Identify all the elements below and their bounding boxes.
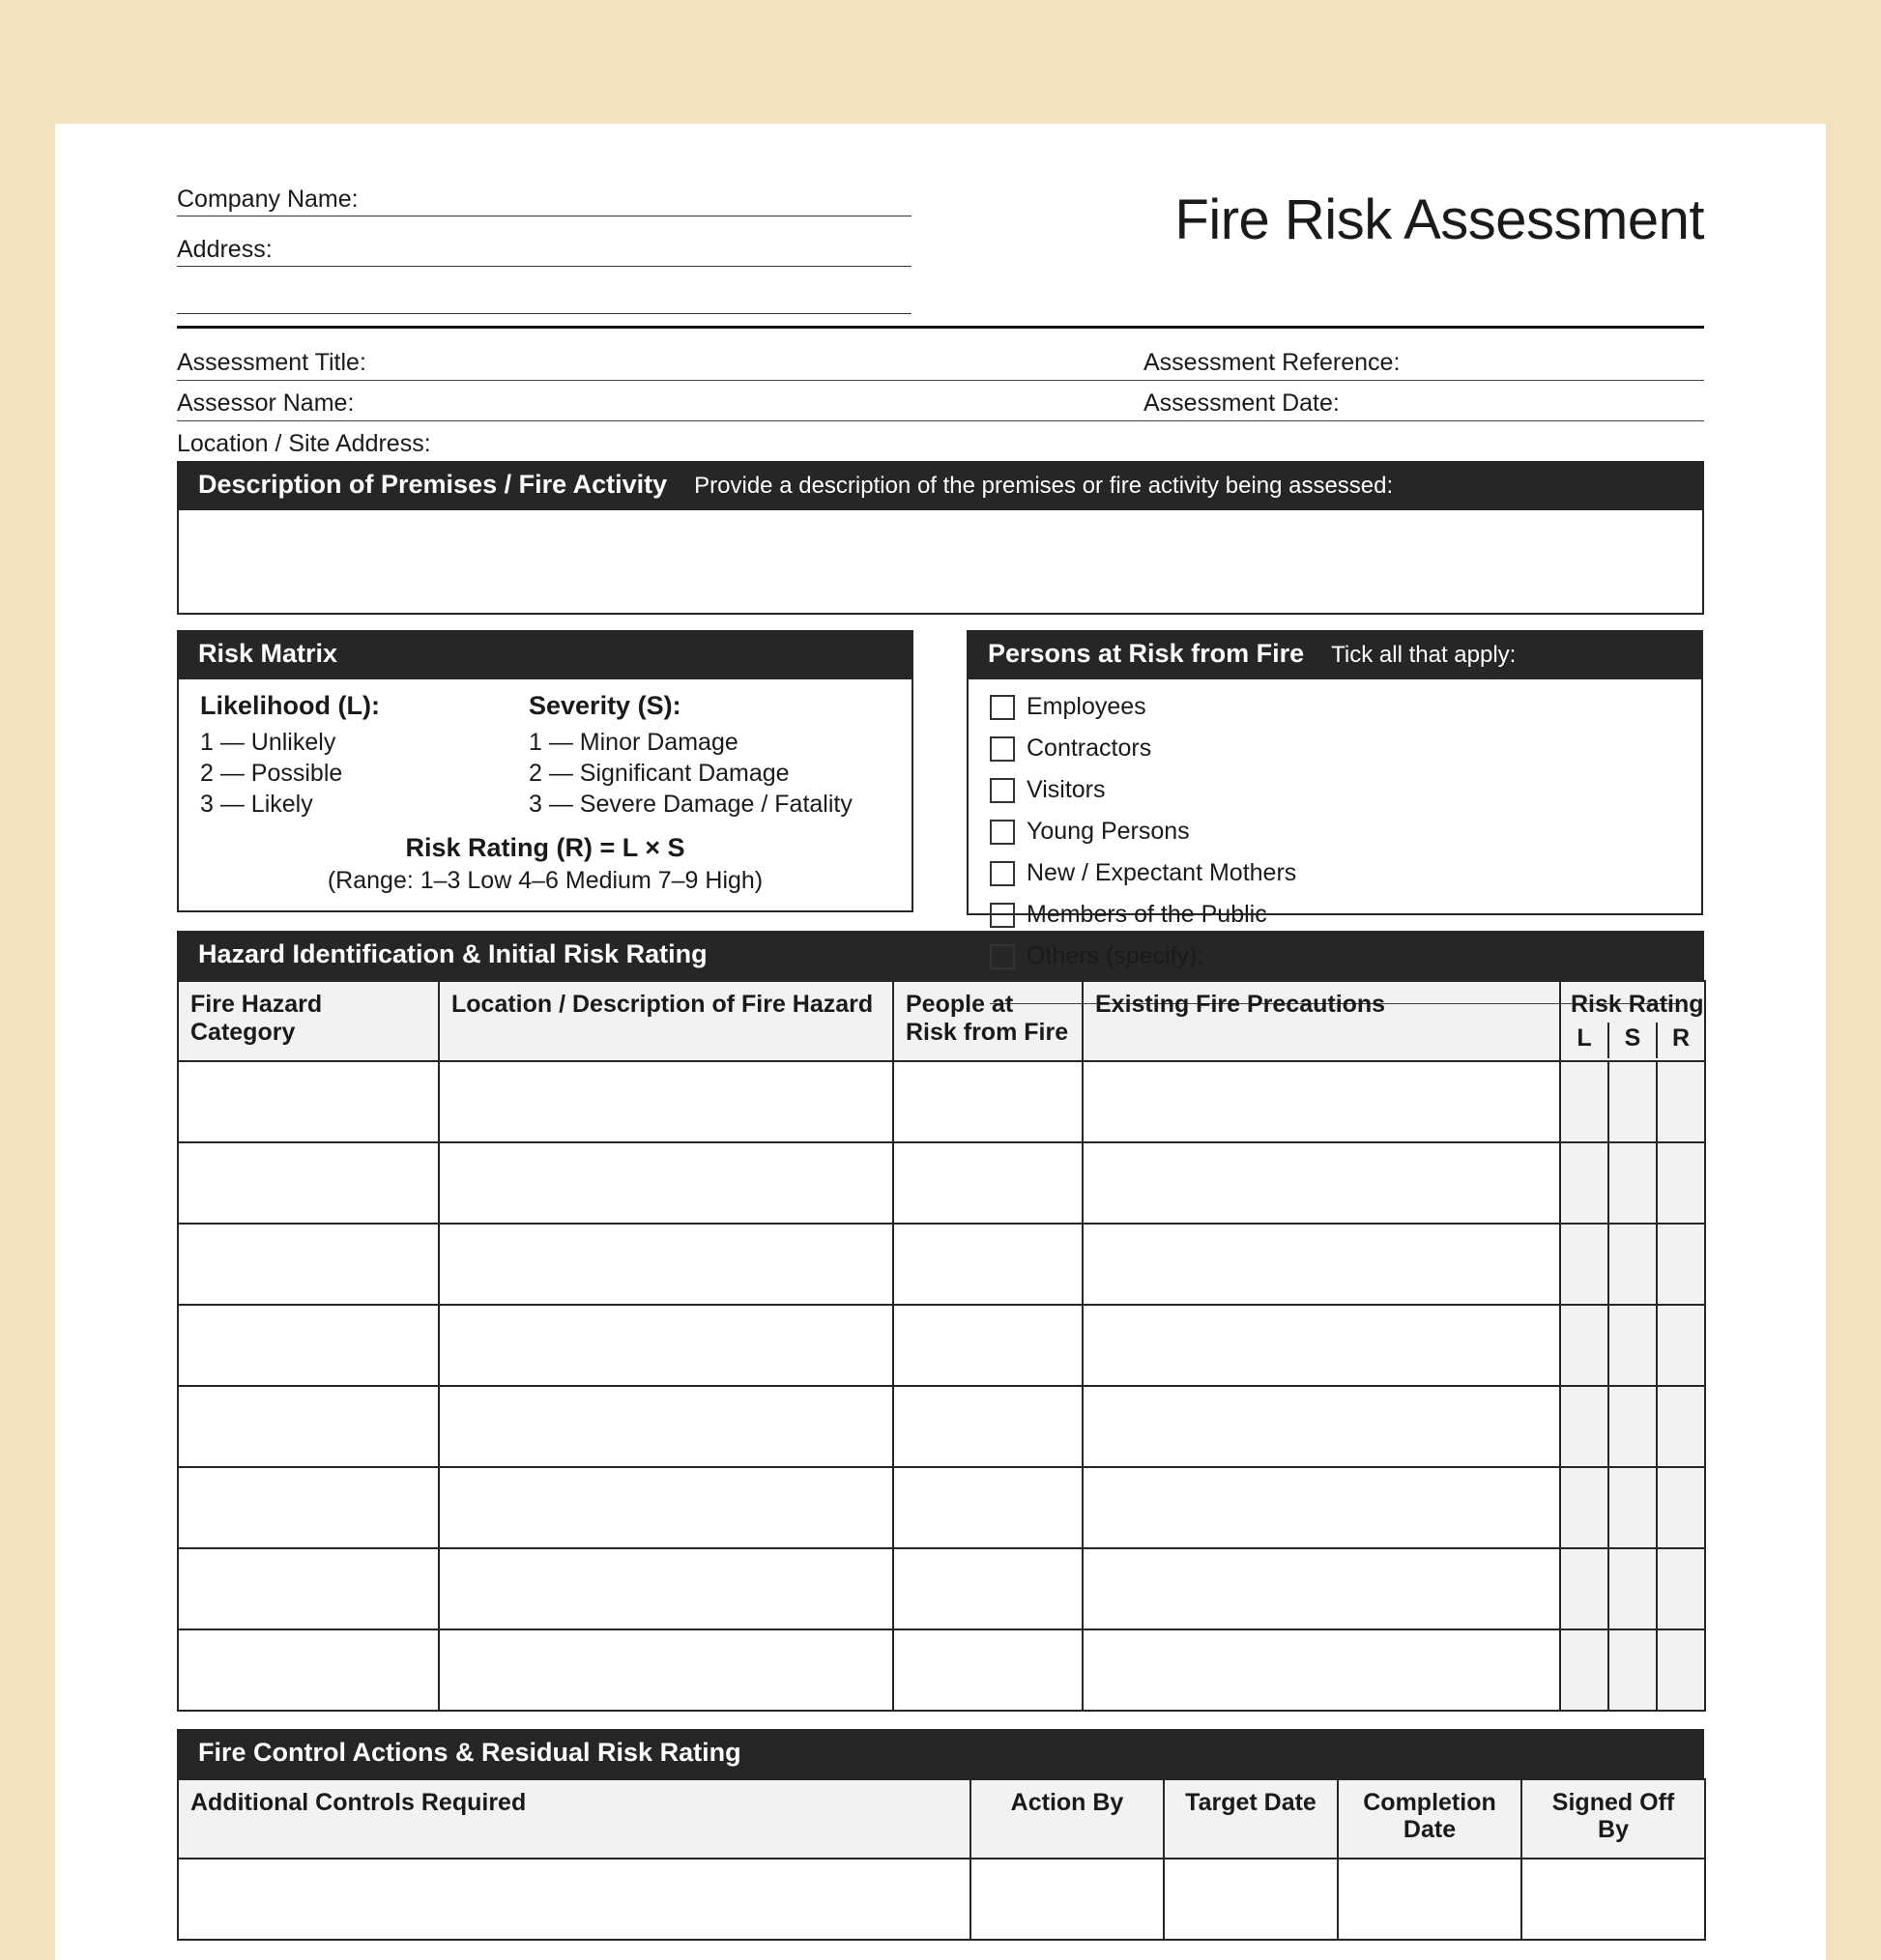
location-field[interactable] — [177, 421, 1704, 461]
description-section-title: Description of Premises / Fire Activity — [198, 470, 668, 499]
severity-item-3: 3 — Severe Damage / Fatality — [529, 791, 853, 818]
cell-risk-rating[interactable] — [1560, 1061, 1705, 1142]
description-textarea[interactable] — [177, 510, 1704, 615]
risk-rating-sub-s: S — [1607, 1023, 1656, 1058]
actions-table-header — [177, 1729, 1704, 1778]
checkbox-others[interactable] — [990, 942, 1680, 970]
checkbox-label: Visitors — [1027, 776, 1106, 803]
cell-location[interactable] — [439, 1467, 893, 1548]
cell-category[interactable] — [178, 1305, 439, 1386]
severity-item-2: 2 — Significant Damage — [529, 760, 790, 787]
location-label: Location / Site Address: — [177, 430, 431, 457]
cell-s[interactable] — [1607, 1225, 1656, 1304]
cell-l[interactable] — [1561, 1225, 1607, 1304]
cell-r[interactable] — [1656, 1143, 1704, 1223]
actions-table — [177, 1778, 1706, 1942]
cell-r[interactable] — [1656, 1387, 1704, 1466]
hazard-table-section — [177, 931, 1704, 1712]
cell-people-at-risk[interactable] — [893, 1548, 1083, 1629]
checkbox-members-of-the-public[interactable] — [990, 901, 1309, 929]
cell-l[interactable] — [1561, 1062, 1607, 1141]
cell-category[interactable] — [178, 1548, 439, 1629]
cell-precautions[interactable] — [1083, 1061, 1560, 1142]
table-row[interactable] — [178, 1061, 1705, 1142]
risk-matrix-title: Risk Matrix — [198, 639, 338, 668]
cell-precautions[interactable] — [1083, 1142, 1560, 1224]
cell-r[interactable] — [1656, 1062, 1704, 1141]
cell-risk-rating[interactable] — [1560, 1142, 1705, 1224]
cell-precautions[interactable] — [1083, 1305, 1560, 1386]
cell-location[interactable] — [439, 1548, 893, 1629]
cell-l[interactable] — [1561, 1306, 1607, 1385]
actions-col-target-date: Target Date — [1164, 1779, 1338, 1859]
assessment-reference-field[interactable] — [1143, 340, 1704, 381]
cell-location[interactable] — [439, 1142, 893, 1224]
cell-l[interactable] — [1561, 1143, 1607, 1223]
cell-l[interactable] — [1561, 1630, 1607, 1710]
risk-matrix-body — [177, 679, 913, 912]
cell-completion-date[interactable] — [1338, 1859, 1521, 1940]
checkbox-label: Contractors — [1027, 735, 1152, 762]
risk-matrix-header — [177, 630, 913, 679]
table-row[interactable] — [178, 1629, 1705, 1711]
checkbox-label: Others (specify): — [1027, 942, 1204, 969]
description-section-header — [177, 461, 1704, 510]
likelihood-item-1: 1 — Unlikely — [200, 729, 336, 756]
cell-location[interactable] — [439, 1386, 893, 1467]
hazard-col-people-at-risk: People at Risk from Fire — [893, 981, 1083, 1061]
hazard-table-body — [178, 1061, 1705, 1711]
table-row[interactable] — [178, 1859, 1705, 1940]
table-row[interactable] — [178, 1224, 1705, 1305]
cell-category[interactable] — [178, 1224, 439, 1305]
actions-col-signed-off-by: Signed Off By — [1521, 1779, 1705, 1859]
risk-rating-label: Risk Rating — [1571, 991, 1704, 1018]
document-page — [55, 124, 1826, 1960]
actions-col-completion-date: Completion Date — [1338, 1779, 1521, 1859]
cell-risk-rating[interactable] — [1560, 1467, 1705, 1548]
checkbox-label: Young Persons — [1027, 818, 1190, 845]
checkbox-icon[interactable] — [990, 736, 1015, 762]
actions-col-action-by: Action By — [970, 1779, 1164, 1859]
cell-location[interactable] — [439, 1629, 893, 1711]
hazard-col-existing-precautions: Existing Fire Precautions — [1083, 981, 1560, 1061]
cell-people-at-risk[interactable] — [893, 1061, 1083, 1142]
table-row[interactable] — [178, 1305, 1705, 1386]
cell-signed-off-by[interactable] — [1521, 1859, 1705, 1940]
table-row[interactable] — [178, 1142, 1705, 1224]
cell-risk-rating[interactable] — [1560, 1629, 1705, 1711]
cell-s[interactable] — [1607, 1549, 1656, 1629]
cell-action-by[interactable] — [970, 1859, 1164, 1940]
likelihood-item-3: 3 — Likely — [200, 791, 313, 818]
persons-at-risk-header — [967, 630, 1703, 679]
assessment-meta — [177, 340, 1704, 461]
cell-people-at-risk[interactable] — [893, 1629, 1083, 1711]
cell-controls[interactable] — [178, 1859, 970, 1940]
cell-target-date[interactable] — [1164, 1859, 1338, 1940]
checkbox-label: Employees — [1027, 693, 1146, 720]
cell-precautions[interactable] — [1083, 1467, 1560, 1548]
cell-l[interactable] — [1561, 1387, 1607, 1466]
checkbox-contractors[interactable] — [990, 735, 1309, 763]
cell-r[interactable] — [1656, 1306, 1704, 1385]
header-divider — [177, 326, 1704, 329]
likelihood-heading: Likelihood (L): — [200, 691, 380, 720]
cell-people-at-risk[interactable] — [893, 1142, 1083, 1224]
cell-category[interactable] — [178, 1061, 439, 1142]
cell-people-at-risk[interactable] — [893, 1224, 1083, 1305]
cell-category[interactable] — [178, 1629, 439, 1711]
table-row[interactable] — [178, 1548, 1705, 1629]
checkbox-icon[interactable] — [990, 944, 1015, 969]
cell-people-at-risk[interactable] — [893, 1467, 1083, 1548]
cell-l[interactable] — [1561, 1549, 1607, 1629]
cell-category[interactable] — [178, 1142, 439, 1224]
address-field[interactable] — [177, 232, 912, 267]
persons-at-risk-title: Persons at Risk from Fire — [988, 639, 1305, 668]
cell-category[interactable] — [178, 1386, 439, 1467]
risk-rating-range: (Range: 1–3 Low 4–6 Medium 7–9 High) — [327, 867, 764, 894]
description-section-subtitle: Provide a description of the premises or fire activity being assessed: — [694, 473, 1394, 499]
risk-rating-formula: Risk Rating (R) = L × S — [405, 833, 685, 862]
assessor-name-label: Assessor Name: — [177, 389, 355, 417]
hazard-table-header-row — [178, 981, 1705, 1061]
cell-location[interactable] — [439, 1224, 893, 1305]
cell-r[interactable] — [1656, 1225, 1704, 1304]
cell-r[interactable] — [1656, 1468, 1704, 1547]
actions-table-header-row — [178, 1779, 1705, 1859]
actions-table-body — [178, 1859, 1705, 1940]
cell-location[interactable] — [439, 1061, 893, 1142]
cell-precautions[interactable] — [1083, 1224, 1560, 1305]
cell-location[interactable] — [439, 1305, 893, 1386]
page-title: Fire Risk Assessment — [1174, 188, 1704, 251]
checkbox-new-expectant-mothers[interactable] — [990, 859, 1362, 887]
checkbox-icon[interactable] — [990, 778, 1015, 803]
table-row[interactable] — [178, 1467, 1705, 1548]
document-header — [177, 174, 1704, 320]
cell-risk-rating[interactable] — [1560, 1548, 1705, 1629]
cell-s[interactable] — [1607, 1062, 1656, 1141]
checkbox-young-persons[interactable] — [990, 818, 1309, 846]
cell-people-at-risk[interactable] — [893, 1386, 1083, 1467]
description-section — [177, 461, 1704, 615]
table-row[interactable] — [178, 1386, 1705, 1467]
cell-s[interactable] — [1607, 1630, 1656, 1710]
checkbox-icon[interactable] — [990, 695, 1015, 720]
cell-s[interactable] — [1607, 1306, 1656, 1385]
risk-rating-sub-r: R — [1656, 1023, 1704, 1058]
hazard-table-title: Hazard Identification & Initial Risk Rating — [198, 939, 708, 968]
cell-s[interactable] — [1607, 1143, 1656, 1223]
checkbox-icon[interactable] — [990, 903, 1015, 928]
cell-category[interactable] — [178, 1467, 439, 1548]
checkbox-employees[interactable] — [990, 693, 1362, 721]
actions-table-title: Fire Control Actions & Residual Risk Rating — [198, 1737, 741, 1767]
assessment-title-label: Assessment Title: — [177, 349, 366, 376]
address-label: Address: — [177, 235, 273, 263]
assessment-date-field[interactable] — [1143, 381, 1704, 421]
cell-r[interactable] — [1656, 1630, 1704, 1710]
cell-precautions[interactable] — [1083, 1386, 1560, 1467]
address-second-line[interactable] — [177, 282, 912, 314]
cell-r[interactable] — [1656, 1549, 1704, 1629]
cell-precautions[interactable] — [1083, 1548, 1560, 1629]
company-name-label: Company Name: — [177, 185, 359, 213]
cell-precautions[interactable] — [1083, 1629, 1560, 1711]
cell-risk-rating[interactable] — [1560, 1224, 1705, 1305]
hazard-col-location: Location / Description of Fire Hazard — [439, 981, 893, 1061]
persons-at-risk-body — [967, 679, 1703, 969]
assessment-date-label: Assessment Date: — [1143, 389, 1340, 417]
severity-heading: Severity (S): — [529, 691, 681, 720]
cell-risk-rating[interactable] — [1560, 1386, 1705, 1467]
assessor-name-field[interactable] — [177, 381, 1143, 421]
actions-table-section — [177, 1729, 1704, 1942]
cell-s[interactable] — [1607, 1468, 1656, 1547]
hazard-table — [177, 980, 1706, 1712]
hazard-col-category: Fire Hazard Category — [178, 981, 439, 1061]
checkbox-label: New / Expectant Mothers — [1027, 859, 1297, 886]
checkbox-icon[interactable] — [990, 820, 1015, 845]
risk-matrix-section — [177, 630, 913, 915]
persons-at-risk-subtitle: Tick all that apply: — [1331, 642, 1517, 668]
persons-at-risk-section — [967, 630, 1703, 969]
actions-col-controls: Additional Controls Required — [178, 1779, 970, 1859]
header-company-block — [177, 174, 912, 320]
cell-risk-rating[interactable] — [1560, 1305, 1705, 1386]
company-name-field[interactable] — [177, 182, 912, 216]
severity-item-1: 1 — Minor Damage — [529, 729, 738, 756]
hazard-col-risk-rating — [1560, 981, 1705, 1061]
assessment-title-field[interactable] — [177, 340, 1143, 381]
risk-rating-sub-l: L — [1577, 1023, 1592, 1052]
checkbox-label: Members of the Public — [1027, 901, 1267, 928]
cell-people-at-risk[interactable] — [893, 1305, 1083, 1386]
likelihood-item-2: 2 — Possible — [200, 760, 343, 787]
assessment-reference-label: Assessment Reference: — [1143, 349, 1401, 376]
cell-l[interactable] — [1561, 1468, 1607, 1547]
cell-s[interactable] — [1607, 1387, 1656, 1466]
checkbox-visitors[interactable] — [990, 776, 1362, 804]
checkbox-icon[interactable] — [990, 861, 1015, 886]
